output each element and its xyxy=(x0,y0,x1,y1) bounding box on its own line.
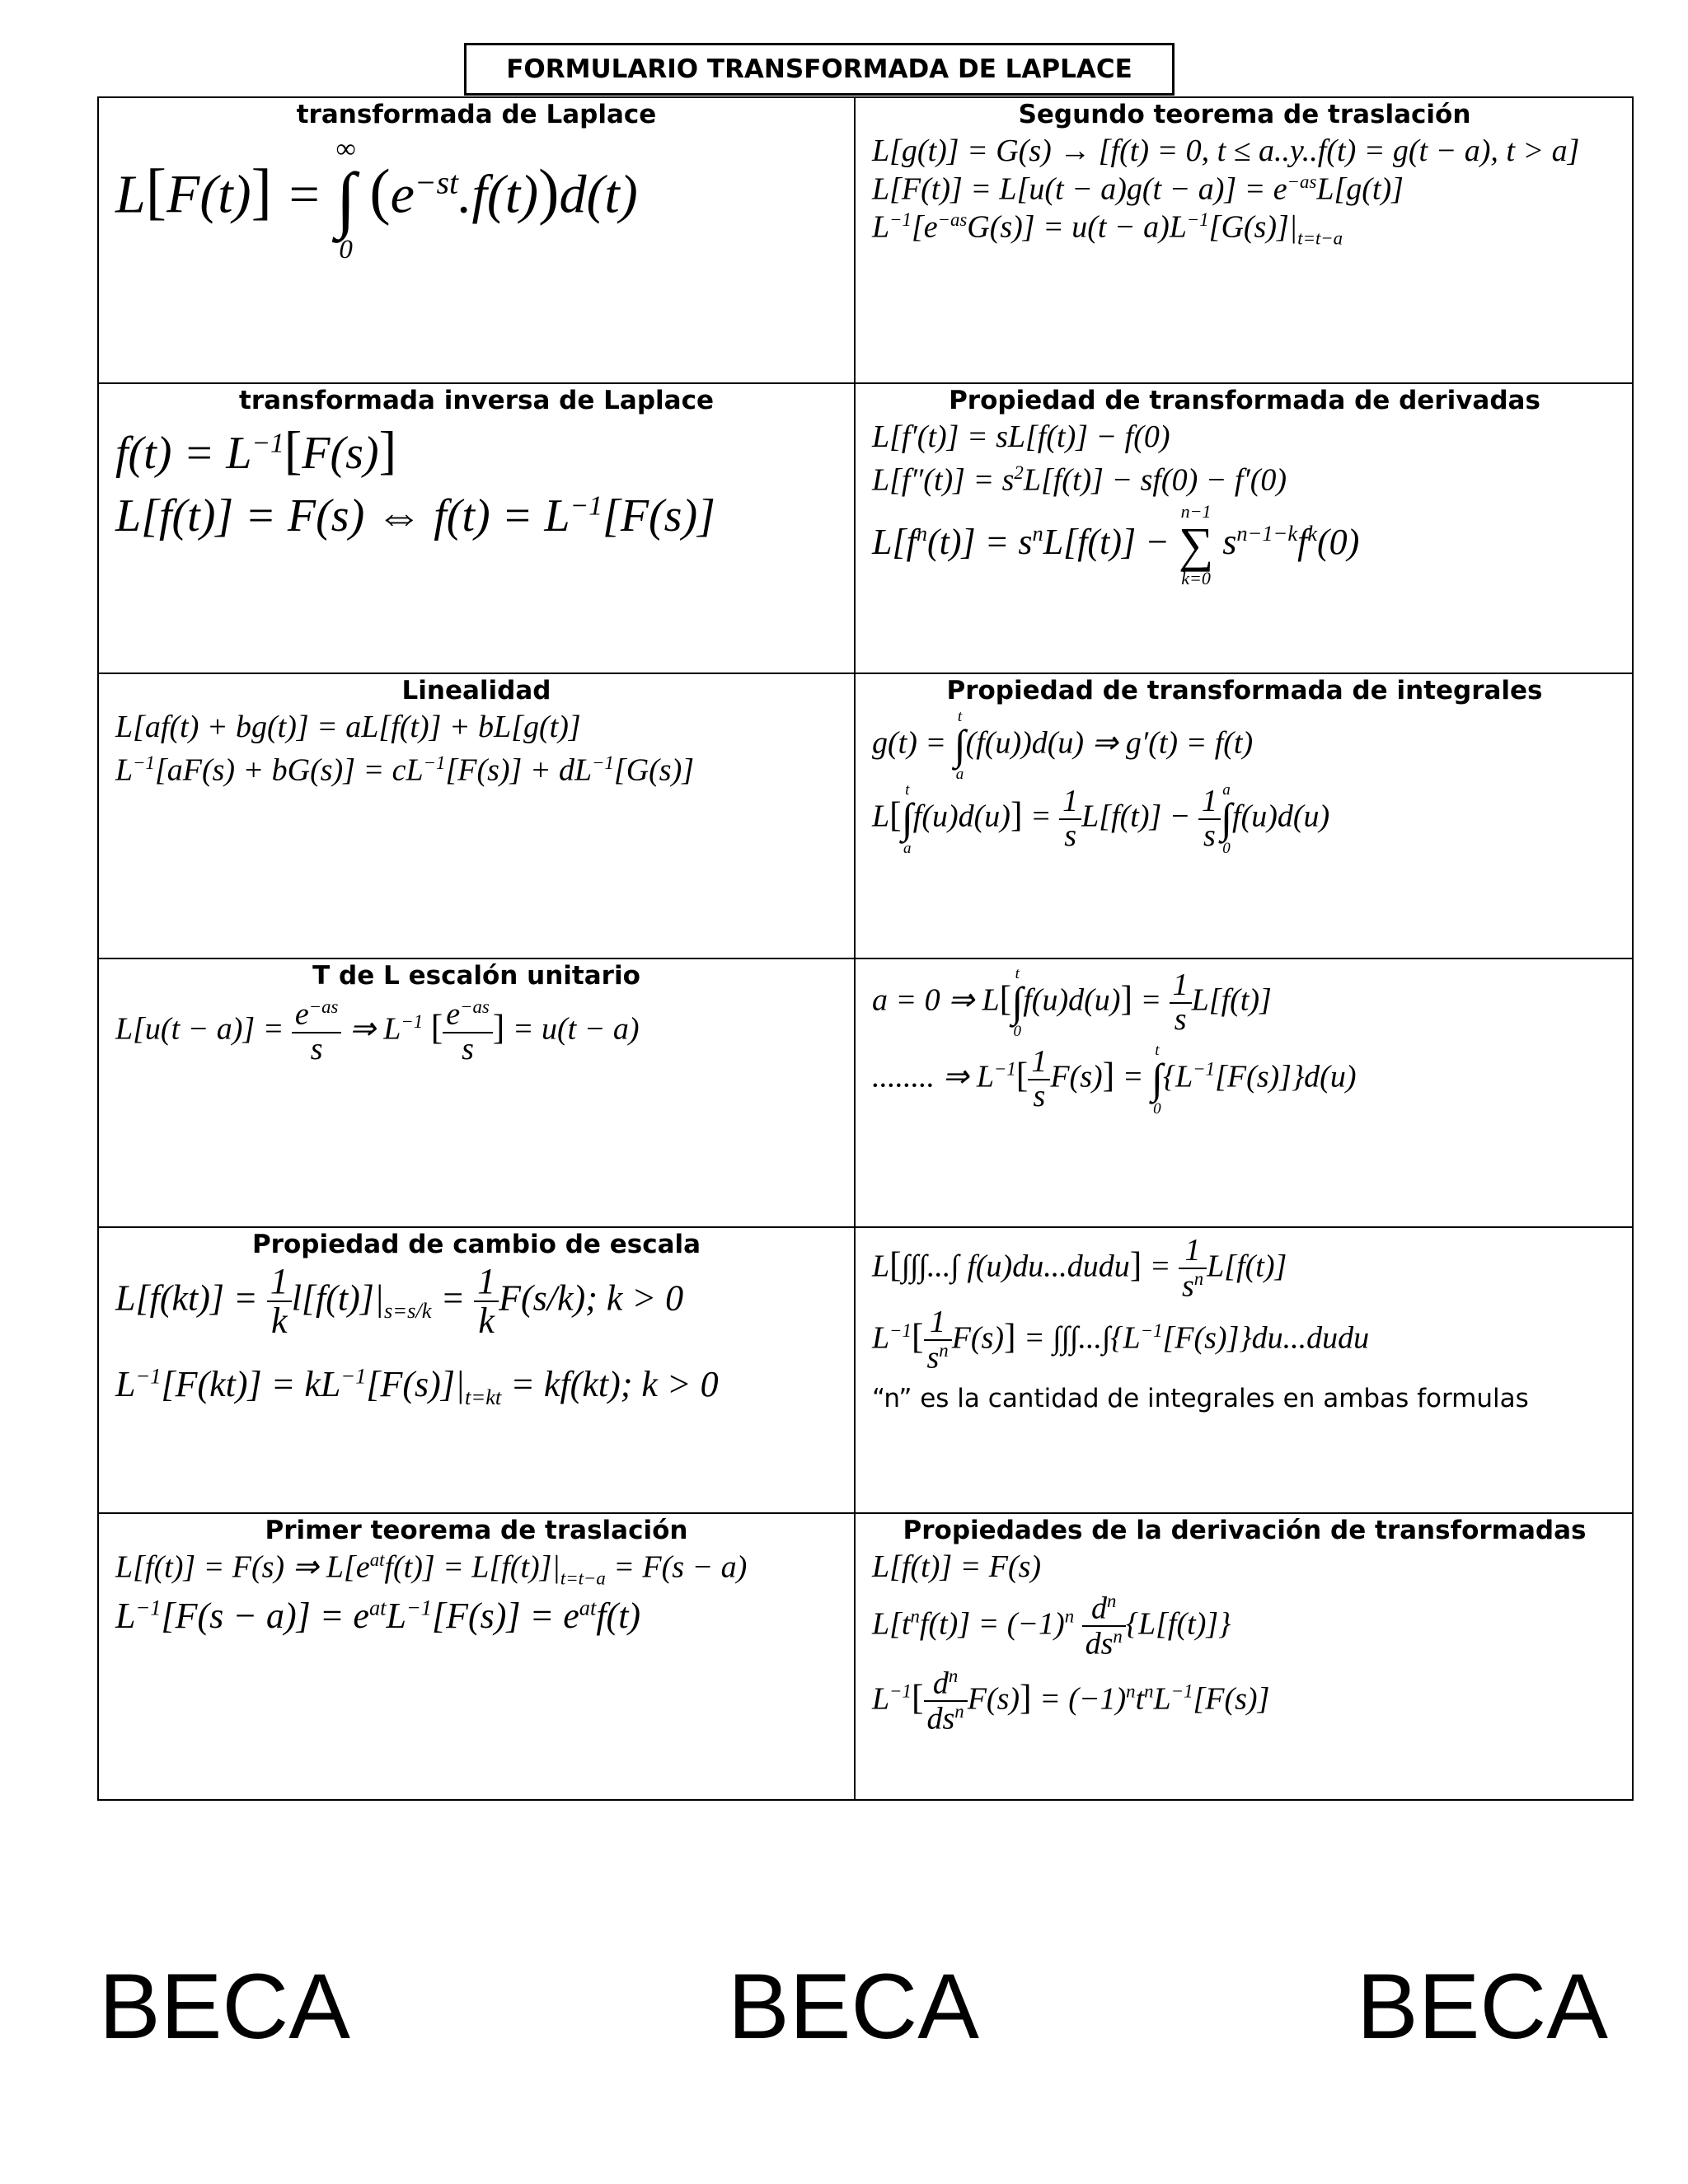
footer-beca-left: BECA xyxy=(99,1955,350,2058)
formula-scale-2: $L^{-1}[F(kt)] = kL^{-1}[F(s)]|_{t=kt} = kf(kt)$; k > 0 xyxy=(115,1363,719,1410)
cell-integral-a-zero xyxy=(856,959,1634,1228)
formula-multiple-integral-1: L[∫∫∫...∫ f(u)du...dudu] = $\frac{1}{s^n}$ L[f(t)] xyxy=(872,1233,1287,1304)
cell-scale-change xyxy=(99,1228,856,1514)
formula-scale-1: L[f(kt)] = $\frac{1}{k}$ $l[f(t)]|_{s=s/k}$ = $\frac{1}{k}$ F(s/k); k > 0 xyxy=(115,1261,684,1342)
cell-heading: Propiedad de transformada de integrales xyxy=(946,676,1543,705)
formula-derivation-2: $L[t^nf(t)] = (-1)^n$ $\frac{d^n}{ds^n}$ {L[f(t)]} xyxy=(872,1590,1231,1661)
cell-heading: T de L escalón unitario xyxy=(312,961,640,991)
formula-integral-2: L[ t ∫ a f(u)d(u)] = $\frac{1}{s}$ L[f(t)] − $\frac{1}{s}$ a ∫ 0 f(u)d(u) xyxy=(872,781,1330,857)
cell-heading: Propiedad de transformada de derivadas xyxy=(949,386,1540,415)
cell-heading: Primer teorema de traslación xyxy=(265,1516,688,1545)
page-title: FORMULARIO TRANSFORMADA DE LAPLACE xyxy=(464,43,1175,96)
cell-heading: transformada de Laplace xyxy=(296,100,657,129)
formula-linearity-2: $L^{-1}[aF(s) + bG(s)] = cL^{-1}[F(s)] + dL^{-1}[G(s)]$ xyxy=(115,752,695,788)
footer-beca-center: BECA xyxy=(728,1955,979,2058)
formula-second-shift-1: L[g(t)] = G(s) → [f(t) = 0, t ≤ a..y..f(t) = g(t − a), t > a] xyxy=(872,134,1580,168)
formula-laplace-definition: L[F(t)] = ∞ ∫ 0 $(e^{-st}.f(t))d(t)$ xyxy=(115,134,638,265)
footer-beca-right: BECA xyxy=(1357,1955,1608,2058)
cell-heading: Linealidad xyxy=(401,676,551,705)
formula-table xyxy=(97,96,1634,1801)
cell-heading: Propiedades de la derivación de transformadas xyxy=(903,1516,1587,1545)
cell-transform-derivation xyxy=(856,1514,1634,1799)
cell-derivative-property xyxy=(856,384,1634,674)
cell-integral-property xyxy=(856,674,1634,959)
formula-first-shift-1: L[f(t)] = F(s) ⇒ $L[e^{at}f(t)] = L[f(t)]|_{t=t-a} = F(s - a)$ xyxy=(115,1549,748,1589)
cell-inverse-laplace xyxy=(99,384,856,674)
formula-first-shift-2: $L^{-1}[F(s - a)] = e^{at}L^{-1}[F(s)] = e^{at}f(t)$ xyxy=(115,1594,641,1636)
formula-inverse-1: $f(t) = L^{-1}[F(s)]$ xyxy=(115,421,397,480)
formula-second-derivative: $L[f''(t)] = s^2L[f(t)] - sf(0) - f'(0)$ xyxy=(872,462,1287,498)
cell-first-shift-theorem xyxy=(99,1514,856,1799)
cell-second-shift-theorem xyxy=(856,98,1634,384)
formula-integral-1: g(t) = t ∫ a (f(u))d(u) ⇒ g′(t) = f(t) xyxy=(872,708,1254,784)
formula-derivation-3: $L^{-1}$[ $\frac{d^n}{ds^n}$ $F(s)] = (-1)^nt^nL^{-1}[F(s)]$ xyxy=(872,1665,1270,1736)
cell-heading: Segundo teorema de traslación xyxy=(1018,100,1471,129)
formula-inverse-2: L[f(t)] = F(s) ⇔ $f(t) = L^{-1}[F(s)]$ xyxy=(115,490,715,542)
integral-count-note: “n” es la cantidad de integrales en ambas formulas xyxy=(872,1383,1529,1413)
cell-linearity xyxy=(99,674,856,959)
cell-multiple-integrals xyxy=(856,1228,1634,1514)
formula-derivation-1: L[f(t)] = F(s) xyxy=(872,1549,1042,1584)
formula-first-derivative: L[f′(t)] = sL[f(t)] − f(0) xyxy=(872,419,1170,454)
formula-integral-a-zero-1: a = 0 ⇒ L[ t ∫ 0 f(u)d(u)] = $\frac{1}{s}$ L[f(t)] xyxy=(872,965,1272,1041)
formula-multiple-integral-2: $L^{-1}$[ $\frac{1}{s^n}$ $F(s)] = \int\int\int...\int\{L^{-1}[F(s)]\}du...dudu$ xyxy=(872,1305,1370,1376)
cell-heading: transformada inversa de Laplace xyxy=(239,386,714,415)
formula-integral-a-zero-2: ........ ⇒ $L^{-1}$[ $\frac{1}{s}$ F(s)] = t ∫ 0 $\{L^{-1}[F(s)]\}d(u)$ xyxy=(872,1042,1357,1118)
formula-unit-step: L[u(t − a)] = $\frac{e^{-as}}{s}$ ⇒ $L^{-1}$ [ $\frac{e^{-as}}{s}$ ] = u(t − a) xyxy=(115,996,640,1066)
cell-laplace-transform xyxy=(99,98,856,384)
cell-heading: Propiedad de cambio de escala xyxy=(251,1230,701,1259)
formula-nth-derivative: $L[f^n(t)] = s^nL[f(t)]$ − n−1 ∑ k=0 $s^{n-1-k}f^k(0)$ xyxy=(872,500,1360,589)
cell-unit-step xyxy=(99,959,856,1228)
formula-second-shift-2: $L[F(t)] = L[u(t - a)g(t - a)] = e^{-as}L[g(t)]$ xyxy=(872,171,1404,207)
formula-second-shift-3: $L^{-1}[e^{-as}G(s)] = u(t - a)L^{-1}[G(s)]|_{t=t-a}$ xyxy=(872,209,1343,249)
formula-linearity-1: L[af(t) + bg(t)] = aL[f(t)] + bL[g(t)] xyxy=(115,710,581,744)
